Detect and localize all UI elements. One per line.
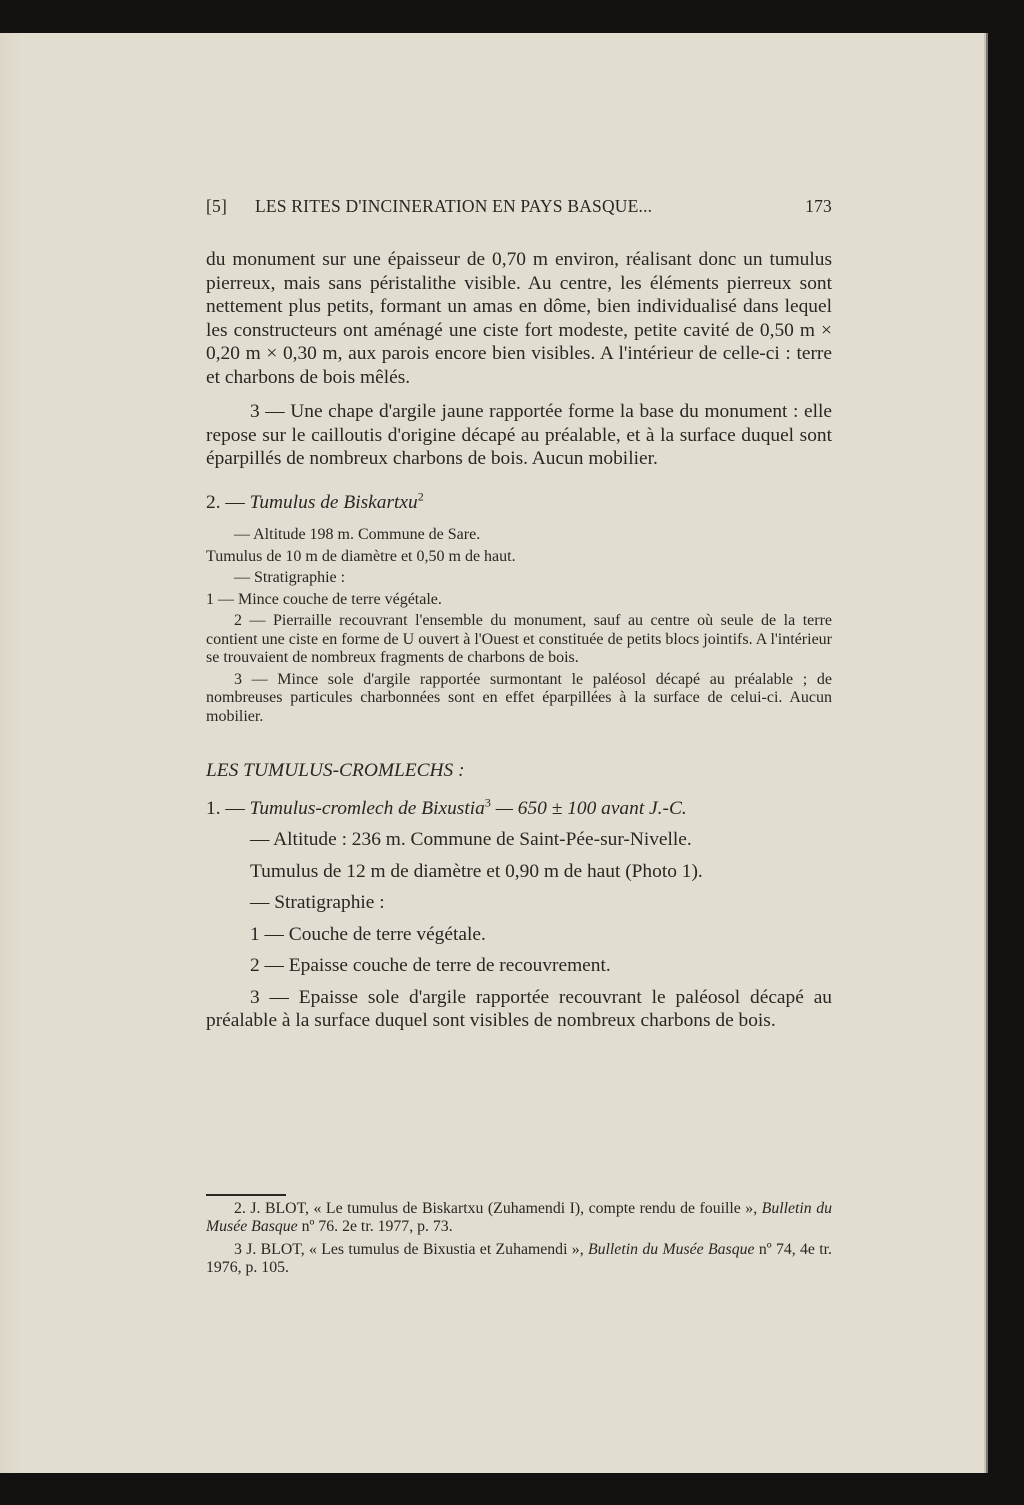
layer-item: 1 — Couche de terre végétale.	[250, 923, 486, 945]
cromlech-heading	[206, 759, 832, 783]
footnote	[206, 1200, 832, 1236]
footnote-tail: nº 74, 4e tr. 1976, p. 105.	[206, 1241, 832, 1276]
cromlech-heading-text: LES TUMULUS-CROMLECHS :	[206, 760, 465, 781]
layer-item: 3 — Mince sole d'argile rapportée surmontant le paléosol décapé au préalable ; de nombreuses particules charbonnées sont en effet éparpillées à la surface de celui-ci. Aucun mobilier.	[206, 670, 832, 725]
dimensions-line: Tumulus de 10 m de diamètre et 0,50 m de haut.	[206, 547, 516, 565]
footnote-tail: nº 76. 2e tr. 1977, p. 73.	[297, 1218, 453, 1235]
footnote	[206, 1241, 832, 1277]
altitude-line: — Altitude 198 m. Commune de Sare.	[234, 526, 481, 543]
footnote-ref: 3	[484, 795, 491, 810]
layer-item: 2 — Pierraille recouvrant l'ensemble du monument, sauf au centre où seule de la terre contient une ciste en forme de U ouvert à l'Ouest et constituée de petits blocs jointifs. A l'intérieur se trouvaient de nombreux fragments de charbons de bois.	[206, 612, 832, 666]
biskartxu-details	[206, 526, 832, 726]
running-header	[206, 196, 832, 217]
altitude-line: — Altitude : 236 m. Commune de Saint-Pée-sur-Nivelle.	[250, 829, 692, 850]
section-title: Tumulus de Biskartxu	[249, 491, 418, 513]
section-biskartxu-heading	[206, 491, 832, 515]
footnote-text: 3 J. BLOT, « Les tumulus de Bixustia et Zuhamendi »,	[234, 1241, 588, 1258]
layer3-paragraph: 3 — Une chape d'argile jaune rapportée forme la base du monument : elle repose sur le cailloutis d'origine décapé au préalable, et à la surface duquel sont éparpillés de nombreux charbons de bois. Aucun mobilier.	[206, 401, 832, 469]
stratigraphy-label: — Stratigraphie :	[250, 892, 385, 913]
footnote-ref: 2	[417, 489, 424, 504]
running-title: LES RITES D'INCINERATION EN PAYS BASQUE...	[255, 196, 653, 216]
dimensions-line: Tumulus de 12 m de diamètre et 0,90 m de haut (Photo 1).	[250, 860, 703, 882]
section-number-label: 2. —	[206, 491, 245, 513]
footnote-divider	[206, 1194, 286, 1196]
page-number: 173	[805, 196, 832, 216]
layer-item: 1 — Mince couche de terre végétale.	[206, 590, 442, 608]
main-text	[206, 248, 832, 1033]
section-number: [5]	[206, 196, 228, 216]
footnote-journal: Bulletin du Musée Basque	[587, 1241, 755, 1258]
section-title: Tumulus-cromlech de Bixustia	[249, 797, 485, 819]
layer-item: 3 — Epaisse sole d'argile rapportée recouvrant le paléosol décapé au préalable à la surface duquel sont visibles de nombreux charbons de bois.	[206, 986, 832, 1031]
section-number-label: 1. —	[206, 797, 245, 819]
section-date: — 650 ± 100 avant J.-C.	[495, 797, 687, 819]
footnotes	[206, 1200, 832, 1282]
stratigraphy-label: — Stratigraphie :	[234, 569, 346, 586]
bixustia-details	[206, 828, 832, 1033]
layer-item: 2 — Epaisse couche de terre de recouvrement.	[250, 955, 611, 976]
intro-paragraph: du monument sur une épaisseur de 0,70 m environ, réalisant donc un tumulus pierreux, mais sans péristalithe visible. Au centre, les éléments pierreux sont nettement plus petits, formant un amas en dôme, bien individualisé dans lequel les constructeurs ont aménagé une ciste fort modeste, petite cavité de 0,50 m × 0,20 m × 0,30 m, aux parois encore bien visibles. A l'intérieur de celle-ci : terre et charbons de bois mêlés.	[206, 249, 832, 388]
footnote-journal: Bulletin du Musée Basque	[206, 1200, 832, 1235]
footnote-text: 2. J. BLOT, « Le tumulus de Biskartxu (Zuhamendi I), compte rendu de fouille »,	[234, 1200, 762, 1217]
section-bixustia-heading	[206, 797, 832, 821]
